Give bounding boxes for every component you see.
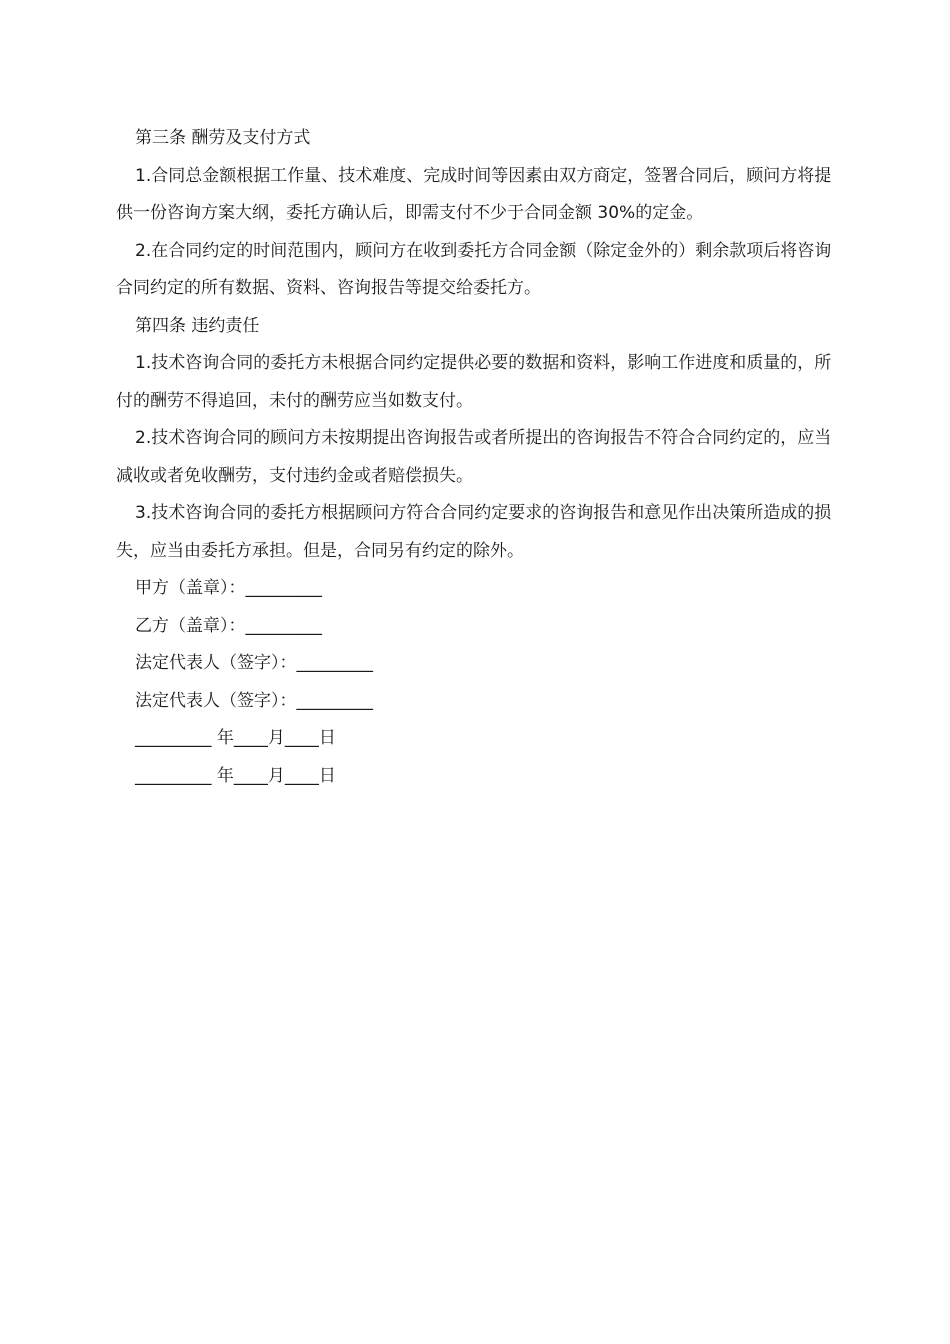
party-b-seal: 乙方（盖章）：_________ [135, 615, 322, 636]
section-3-heading: 第三条 酬劳及支付方式 [135, 128, 311, 148]
date-line-a: _________ 年____月____日 [135, 728, 336, 748]
section-3-item-2: 2.在合同约定的时间范围内，顾问方在收到委托方合同金额（除定金外的）剩余款项后将咨询合同约定的所有数据、资料、咨询报告等提交给委托方。 [116, 240, 832, 298]
party-a-seal: 甲方（盖章）：_________ [135, 578, 322, 598]
section-4-item-1: 1.技术咨询合同的委托方未根据合同约定提供必要的数据和资料，影响工作进度和质量的，所付的酬劳不得追回，未付的酬劳应当如数支付。 [116, 353, 832, 411]
section-4-item-2: 2.技术咨询合同的顾问方未按期提出咨询报告或者所提出的咨询报告不符合合同约定的，应当减收或者免收酬劳，支付违约金或者赔偿损失。 [116, 428, 832, 486]
section-4-item-3: 3.技术咨询合同的委托方根据顾问方符合合同约定要求的咨询报告和意见作出决策所造成的损失，应当由委托方承担。但是，合同另有约定的除外。 [116, 503, 832, 561]
section-3-item-1: 1.合同总金额根据工作量、技术难度、完成时间等因素由双方商定，签署合同后，顾问方将提供一份咨询方案大纲，委托方确认后，即需支付不少于合同金额 30%的定金。 [116, 165, 832, 223]
document-body [116, 120, 836, 795]
legal-rep-b-signature: 法定代表人（签字）：_________ [135, 690, 373, 711]
section-4-heading: 第四条 违约责任 [135, 315, 260, 336]
date-line-b: _________ 年____月____日 [135, 765, 336, 786]
legal-rep-a-signature: 法定代表人（签字）：_________ [135, 653, 373, 673]
